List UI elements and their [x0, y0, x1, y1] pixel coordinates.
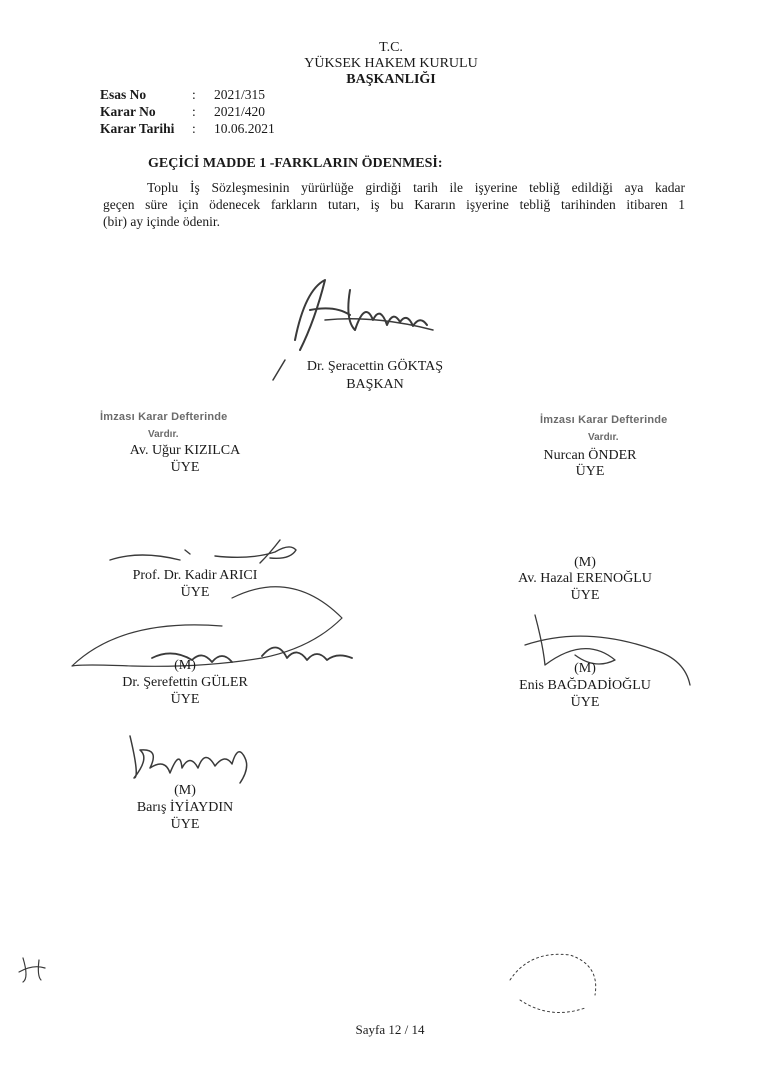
- erenoglu-name: Av. Hazal ERENOĞLU: [518, 571, 652, 586]
- colon: :: [192, 87, 196, 102]
- header: [241, 40, 541, 88]
- initial-mark: [15, 950, 55, 990]
- article-line: geçen süre için ödenecek farkların tutarı, iş bu Kararın işyerine tebliğ tarihinden itibaren 1: [103, 197, 685, 212]
- onder-title: ÜYE: [575, 464, 605, 479]
- esas-value: 2021/315: [214, 87, 266, 102]
- iyiaydin-signature: [120, 728, 270, 788]
- register-stamp: İmzası Karar Defterinde: [540, 414, 668, 426]
- colon: :: [192, 104, 196, 119]
- bagdadioglu-mark: (M): [574, 661, 596, 676]
- seal-impression: [490, 940, 610, 1030]
- decision-meta: [100, 86, 275, 137]
- karar-value: 2021/420: [214, 104, 266, 119]
- iyiaydin-mark: (M): [174, 783, 196, 798]
- erenoglu-mark: (M): [574, 555, 596, 570]
- chair-name: Dr. Şeracettin GÖKTAŞ: [306, 359, 444, 374]
- guler-title: ÜYE: [170, 692, 200, 707]
- onder-name: Nurcan ÖNDER: [543, 448, 637, 463]
- bagdadioglu-name: Enis BAĞDADİOĞLU: [519, 678, 651, 693]
- article-line: (bir) ay içinde ödenir.: [103, 214, 220, 229]
- arici-name: Prof. Dr. Kadir ARICI: [132, 568, 258, 583]
- article-line: Toplu İş Sözleşmesinin yürürlüğe girdiği tarih ile işyerine tebliğ edildiği aya kadar: [147, 180, 685, 195]
- kizilca-title: ÜYE: [170, 460, 200, 475]
- article-heading: GEÇİCİ MADDE 1 -FARKLARIN ÖDENMESİ:: [148, 156, 443, 171]
- header-institution: YÜKSEK HAKEM KURULU: [304, 56, 478, 71]
- article-body: [103, 179, 685, 230]
- erenoglu-title: ÜYE: [570, 588, 600, 603]
- header-country: T.C.: [379, 40, 403, 55]
- guler-mark: (M): [174, 658, 196, 673]
- karar-label: Karar No: [100, 104, 156, 119]
- chair-title: BAŞKAN: [346, 377, 404, 392]
- register-stamp-note: Vardır.: [148, 429, 179, 440]
- page-number: Sayfa 12 / 14: [355, 1022, 425, 1037]
- header-office: BAŞKANLIĞI: [346, 72, 436, 87]
- iyiaydin-title: ÜYE: [170, 817, 200, 832]
- tarih-value: 10.06.2021: [214, 121, 275, 136]
- tarih-label: Karar Tarihi: [100, 121, 175, 136]
- esas-label: Esas No: [100, 87, 147, 102]
- arici-title: ÜYE: [180, 585, 210, 600]
- register-stamp-note: Vardır.: [588, 432, 619, 443]
- kizilca-name: Av. Uğur KIZILCA: [129, 443, 241, 458]
- iyiaydin-name: Barış İYİAYDIN: [136, 800, 234, 815]
- bagdadioglu-title: ÜYE: [570, 695, 600, 710]
- colon: :: [192, 121, 196, 136]
- guler-name: Dr. Şerefettin GÜLER: [122, 675, 248, 690]
- register-stamp: İmzası Karar Defterinde: [100, 411, 228, 423]
